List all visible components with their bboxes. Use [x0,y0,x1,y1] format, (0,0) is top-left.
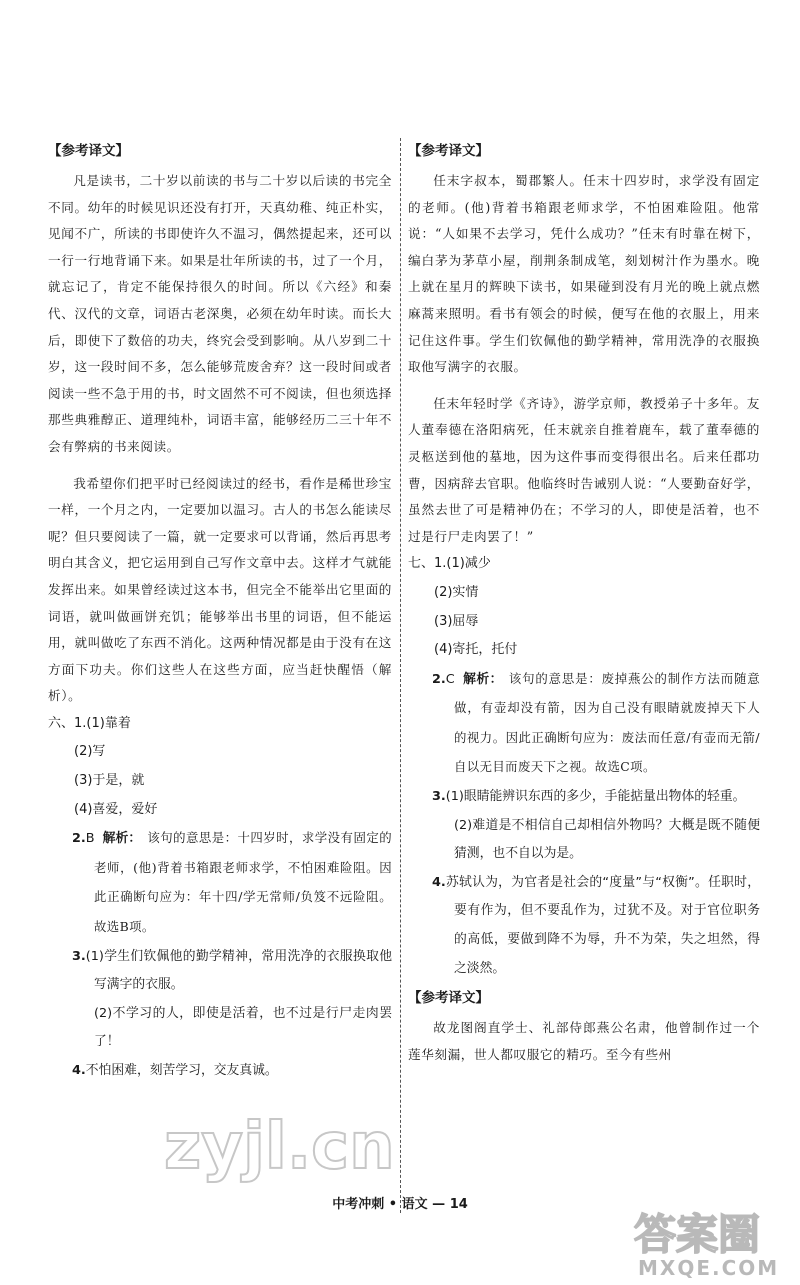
translation-heading: 【参考译文】 [48,143,129,159]
right-column [408,140,760,1068]
analysis-tag: 解析： [102,831,142,847]
question-3 [48,943,392,1000]
question-2 [408,665,760,783]
footer-dash: — [432,1197,446,1212]
question-4 [408,869,760,983]
question-3 [408,783,760,812]
answer-text: 苏轼认为，为官者是社会的“度量”与“权衡”。任职时，要有作为，但不要乱作为，过犹不及。对于官位职务的高低，要做到降不为辱，升不为荣，失之坦然，得之淡然。 [445,874,760,976]
question-number: 1. [74,715,87,731]
translation-paragraph: 任末年轻时学《齐诗》，游学京师，教授弟子十多年。友人董奉德在洛阳病死，任末就亲自推着鹿车，载了董奉德的灵柩送到他的墓地，因为这件事而变得很出名。后来任郡功曹，因病辞去官职。他临终时告诫别人说：“人要勤奋好学，虽然去世了可是精神仍在；不学习的人，即使是活着，也不过是行尸走肉罢了！” [408,395,760,544]
watermark-text: zyjl.cn [164,1110,395,1184]
analysis-text: 该句的意思是：废掉燕公的制作方法而随意做，有壶却没有箭，因为自己没有眼睛就废掉天下人的视力。因此正确断句应为：废法而任意/有壶而无箭/自以无目而废天下之视。故选C项。 [454,670,760,775]
answer-text: 不怕困难，刻苦学习，交友真诚。 [85,1063,278,1078]
question-number: 2. [72,831,86,847]
section-label: 七、 [408,556,435,572]
answer-item: (2)实情 [434,584,479,600]
answer-item: (1)减少 [446,556,491,572]
subject-name: 语文 [401,1197,428,1212]
answer-item: (3)于是，就 [74,773,145,789]
question-number: 3. [432,789,446,805]
answer-text: (1)学生们钦佩他的勤学精神，常用洗净的衣服换取他写满字的衣服。 [85,948,392,993]
question-number: 1. [434,556,447,572]
translation-heading: 【参考译文】 [408,143,489,159]
answer-item: (4)寄托，托付 [434,642,518,658]
analysis-text: 该句的意思是：十四岁时，求学没有固定的老师，(他)背着书箱跟老师求学，不怕困难险阻。因此正确断句应为：年十四/学无常师/负笈不远险阻。故选B项。 [94,830,392,935]
answer-choice: C [445,671,455,687]
translation-paragraph: 故龙图阁直学士、礼部侍郎燕公名肃，他曾制作过一个莲华刻漏，世人都叹服它的精巧。至今有些州 [408,1020,760,1062]
footer-separator: • [388,1197,398,1212]
section-label: 六、 [48,715,75,731]
answer-item: (1)靠着 [86,715,131,731]
logo-domain: MXQE.COM [638,1256,780,1279]
translation-heading: 【参考译文】 [408,990,489,1007]
left-column [48,140,392,1086]
question-2 [48,824,392,942]
question-number: 2. [432,671,446,687]
question-number: 3. [72,948,86,964]
section-seven [408,550,760,579]
question-number: 4. [72,1063,86,1078]
answer-choice: B [85,831,95,847]
site-logo [632,1205,782,1279]
book-title: 中考冲刺 [332,1197,385,1212]
translation-paragraph: 任末字叔本，蜀郡繁人。任末十四岁时，求学没有固定的老师。(他)背着书箱跟老师求学，不怕困难险阻。他常说：“人如果不去学习，凭什么成功？”任末有时靠在树下，编白茅为茅草小屋，削荆条制成笔，刻划树汁作为墨水。晚上就在星月的辉映下读书，如果碰到没有月光的晚上就点燃麻蒿来照明。看书有领会的时候，便写在他的衣服上，用来记住这件事。学生们钦佩他的勤学精神，常用洗净的衣服换取他写满字的衣服。 [408,173,760,375]
column-divider [400,138,401,1213]
page-footer [0,1193,800,1212]
answer-item: (4)喜爱，爱好 [74,801,158,817]
logo-text: 答案圈 [634,1210,761,1259]
translation-paragraph: 我希望你们把平时已经阅读过的经书，看作是稀世珍宝一样，一个月之内，一定要加以温习。古人的书怎么能读尽呢？但只要阅读了一篇，就一定要求可以背诵，然后再思考明白其含义，把它运用到自己写作文章中去。这样才气就能发挥出来。如果曾经读过这本书，但完全不能举出它里面的词语，就叫做画饼充饥；能够举出书里的词语，但不能运用，就叫做吃了东西不消化。这两种情况都是由于没有在这方面下功夫。你们这些人在这些方面，应当赶快醒悟（解析）。 [48,475,392,704]
answer-item: (3)屈辱 [434,613,479,629]
translation-paragraph: 凡是读书，二十岁以前读的书与二十岁以后读的书完全不同。幼年的时候见识还没有打开，天真幼稚、纯正朴实，见闻不广，所读的书即使许久不温习，偶然提起来，还可以一行一行地背诵下来。如果是壮年所读的书，过了一个月，就忘记了，肯定不能保持很久的时间。所以《六经》和秦代、汉代的文章，词语古老深奥，必须在幼年时读。而长大后，即使下了数倍的功夫，终究会受到影响。从八岁到二十岁，这一段时间不多，怎么能够荒废舍弃？这一段时间或者阅读一些不急于用的书，时文固然不可不阅读，但也须选择那些典雅醇正、道理纯朴，词语丰富，能够经历二三十年不会有弊病的书来阅读。 [48,173,392,454]
section-six [48,710,392,739]
answer-text: (1)眼睛能辨识东西的多少，手能掂量出物体的轻重。 [445,789,746,805]
analysis-tag: 解析： [462,671,503,687]
answer-text: (2)不学习的人，即使是活着，也不过是行尸走肉罢了！ [94,1005,392,1050]
question-number: 4. [432,874,446,890]
answer-item: (2)写 [74,744,106,760]
page-number: 14 [449,1197,468,1212]
watermark-logo [160,1098,400,1188]
question-4 [48,1057,392,1086]
answer-text: (2)难道是不相信自己却相信外物吗？大概是既不随便猜测，也不自以为是。 [454,817,760,862]
